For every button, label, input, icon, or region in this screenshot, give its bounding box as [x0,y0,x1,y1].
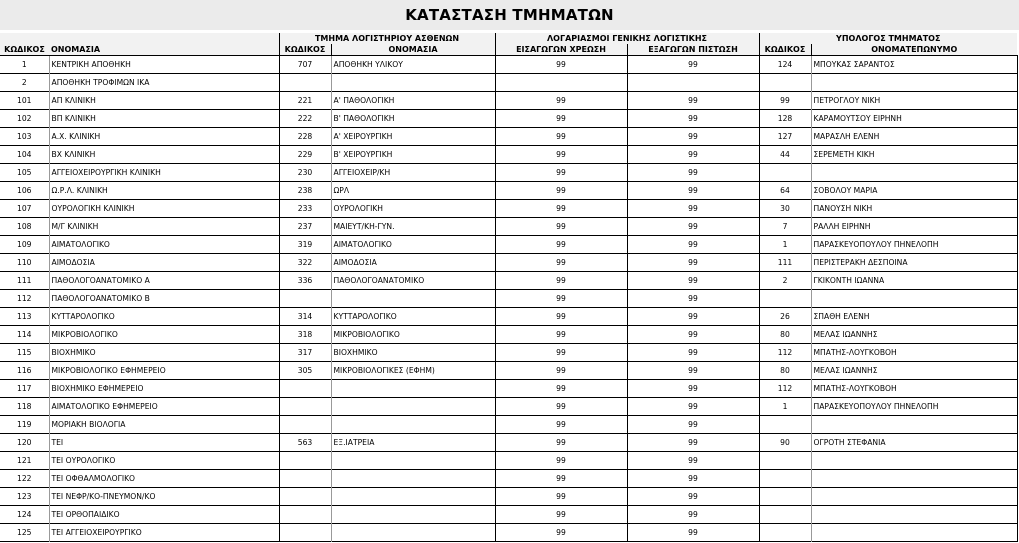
cell-responsible-code: 127 [759,128,811,146]
cell-credit: 99 [627,290,759,308]
cell-responsible-code [759,416,811,434]
cell-responsible-name: ΠΑΡΑΣΚΕΥΟΠΟΥΛΟΥ ΠΗΝΕΛΟΠΗ [811,398,1017,416]
cell-name: ΜΙΚΡΟΒΙΟΛΟΓΙΚΟ [49,326,279,344]
cell-patient-name: ΠΑΘΟΛΟΓΟΑΝΑΤΟΜΙΚΟ [331,272,495,290]
cell-patient-code: 318 [279,326,331,344]
cell-name: ΤΕΙ [49,434,279,452]
table-row [0,380,1017,398]
cell-credit: 99 [627,506,759,524]
cell-code: 120 [17,438,32,447]
cell-responsible-name [811,524,1017,542]
cell-patient-name: ΕΞ.ΙΑΤΡΕΙΑ [331,434,495,452]
cell-code: 113 [17,312,32,321]
cell-responsible-name [811,416,1017,434]
cell-patient-name: Β' ΠΑΘΟΛΟΓΙΚΗ [331,110,495,128]
cell-responsible-name: ΜΠΟΥΚΑΣ ΣΑΡΑΝΤΟΣ [811,56,1017,74]
cell-credit: 99 [627,308,759,326]
cell-responsible-name: ΜΠΑΤΗΣ-ΛΟΥΓΚΟΒΟΗ [811,344,1017,362]
cell-credit: 99 [627,416,759,434]
cell-name: ΒΠ ΚΛΙΝΙΚΗ [49,110,279,128]
header-responsible-code: ΚΩΔΙΚΟΣ [759,44,811,56]
table-row [0,272,1017,290]
table-row [0,110,1017,128]
table-row [0,128,1017,146]
cell-code: 112 [17,294,32,303]
cell-debit: 99 [495,434,627,452]
cell-code: 1 [21,60,27,69]
cell-code: 123 [17,492,32,501]
cell-patient-code: 230 [279,164,331,182]
cell-code: 107 [17,204,32,213]
cell-credit: 99 [627,128,759,146]
cell-code: 106 [17,186,32,195]
cell-patient-code: 336 [279,272,331,290]
cell-debit [495,74,627,92]
cell-patient-name: ΒΙΟΧΗΜΙΚΟ [331,344,495,362]
cell-debit: 99 [495,236,627,254]
cell-name: ΤΕΙ ΟΥΡΟΛΟΓΙΚΟ [49,452,279,470]
cell-patient-code [279,290,331,308]
cell-name: ΠΑΘΟΛΟΓΟΑΝΑΤΟΜΙΚΟ Α [49,272,279,290]
cell-patient-name [331,470,495,488]
cell-responsible-code: 44 [759,146,811,164]
cell-patient-name [331,452,495,470]
cell-debit: 99 [495,128,627,146]
cell-responsible-code [759,290,811,308]
cell-code: 114 [17,330,32,339]
cell-responsible-name [811,506,1017,524]
header-patient-code: ΚΩΔΙΚΟΣ [279,44,331,56]
cell-debit: 99 [495,218,627,236]
table-row [0,236,1017,254]
cell-patient-name: ΑΠΟΘΗΚΗ ΥΛΙΚΟΥ [331,56,495,74]
cell-patient-code: 233 [279,200,331,218]
cell-patient-code [279,524,331,542]
table-row [0,254,1017,272]
cell-patient-code: 707 [279,56,331,74]
cell-responsible-code: 1 [759,398,811,416]
cell-patient-name: ΑΓΓΕΙΟΧΕΙΡ/ΚΗ [331,164,495,182]
cell-debit: 99 [495,416,627,434]
cell-debit: 99 [495,92,627,110]
cell-credit: 99 [627,200,759,218]
cell-credit: 99 [627,182,759,200]
header-debit: ΕΙΣΑΓΩΓΩΝ ΧΡΕΩΣΗ [495,44,627,56]
cell-credit: 99 [627,452,759,470]
cell-patient-name: Α' ΧΕΙΡΟΥΡΓΙΚΗ [331,128,495,146]
cell-responsible-code: 112 [759,344,811,362]
cell-responsible-name [811,452,1017,470]
cell-credit: 99 [627,254,759,272]
header-code: ΚΩΔΙΚΟΣ [0,44,49,56]
header-responsible-name: ΟΝΟΜΑΤΕΠΩΝΥΜΟ [811,44,1017,56]
cell-code: 109 [17,240,32,249]
cell-responsible-code: 80 [759,362,811,380]
cell-patient-code [279,416,331,434]
cell-responsible-name: ΟΓΡΟΤΗ ΣΤΕΦΑΝΙΑ [811,434,1017,452]
header-credit: ΕΞΑΓΩΓΩΝ ΠΙΣΤΩΣΗ [627,44,759,56]
cell-responsible-name: ΠΑΝΟΥΣΗ ΝΙΚΗ [811,200,1017,218]
cell-patient-name: Α' ΠΑΘΟΛΟΓΙΚΗ [331,92,495,110]
cell-responsible-name: ΓΚΙΚΟΝΤΗ ΙΩΑΝΝΑ [811,272,1017,290]
cell-debit: 99 [495,110,627,128]
header-group-accounts: ΛΟΓΑΡΙΑΣΜΟΙ ΓΕΝΙΚΗΣ ΛΟΓΙΣΤΙΚΗΣ [495,33,759,44]
cell-debit: 99 [495,182,627,200]
cell-debit: 99 [495,290,627,308]
cell-credit: 99 [627,236,759,254]
cell-patient-code: 314 [279,308,331,326]
cell-code: 121 [17,456,32,465]
cell-credit: 99 [627,272,759,290]
cell-debit: 99 [495,506,627,524]
header-group-row [0,33,1017,44]
cell-patient-name: Β' ΧΕΙΡΟΥΡΓΙΚΗ [331,146,495,164]
cell-patient-code [279,506,331,524]
header-group-patients: ΤΜΗΜΑ ΛΟΓΙΣΤΗΡΙΟΥ ΑΣΘΕΝΩΝ [279,33,495,44]
cell-responsible-code [759,524,811,542]
cell-debit: 99 [495,164,627,182]
table-row [0,470,1017,488]
cell-patient-name [331,290,495,308]
cell-debit: 99 [495,200,627,218]
table-row [0,398,1017,416]
cell-responsible-name [811,470,1017,488]
cell-name: ΒΙΟΧΗΜΙΚΟ [49,344,279,362]
cell-patient-code [279,398,331,416]
cell-name: ΚΥΤΤΑΡΟΛΟΓΙΚΟ [49,308,279,326]
header-name: ΟΝΟΜΑΣΙΑ [49,44,279,56]
cell-responsible-code [759,488,811,506]
cell-responsible-code: 90 [759,434,811,452]
cell-patient-code: 222 [279,110,331,128]
table-row [0,164,1017,182]
cell-responsible-code [759,74,811,92]
report-title: ΚΑΤΑΣΤΑΣΗ ΤΜΗΜΑΤΩΝ [405,6,614,24]
cell-name: ΚΕΝΤΡΙΚΗ ΑΠΟΘΗΚΗ [49,56,279,74]
cell-debit: 99 [495,272,627,290]
cell-patient-code: 237 [279,218,331,236]
cell-responsible-name [811,290,1017,308]
cell-responsible-name: ΡΑΛΛΗ ΕΙΡΗΝΗ [811,218,1017,236]
cell-credit: 99 [627,110,759,128]
cell-credit: 99 [627,164,759,182]
table-row [0,56,1017,74]
header-group-responsible: ΥΠΟΛΟΓΟΣ ΤΜΗΜΑΤΟΣ [759,33,1017,44]
table-row [0,488,1017,506]
cell-responsible-code: 111 [759,254,811,272]
cell-credit: 99 [627,380,759,398]
cell-name: ΑΠ ΚΛΙΝΙΚΗ [49,92,279,110]
cell-patient-name: ΩΡΛ [331,182,495,200]
cell-patient-name [331,488,495,506]
cell-responsible-code: 112 [759,380,811,398]
table-row [0,434,1017,452]
cell-responsible-code: 2 [759,272,811,290]
cell-patient-name: ΜΑΙΕΥΤ/ΚΗ-ΓΥΝ. [331,218,495,236]
cell-patient-name: ΜΙΚΡΟΒΙΟΛΟΓΙΚΕΣ (ΕΦΗΜ) [331,362,495,380]
table-row [0,182,1017,200]
cell-code: 118 [17,402,32,411]
cell-code: 115 [17,348,32,357]
cell-patient-code: 563 [279,434,331,452]
cell-responsible-name: ΜΠΑΤΗΣ-ΛΟΥΓΚΟΒΟΗ [811,380,1017,398]
cell-debit: 99 [495,326,627,344]
table-row [0,92,1017,110]
cell-patient-code [279,488,331,506]
cell-debit: 99 [495,308,627,326]
cell-patient-code: 322 [279,254,331,272]
cell-code: 102 [17,114,32,123]
cell-credit: 99 [627,524,759,542]
cell-credit: 99 [627,434,759,452]
cell-responsible-name: ΣΕΡΕΜΕΤΗ ΚΙΚΗ [811,146,1017,164]
cell-credit: 99 [627,488,759,506]
cell-patient-code: 228 [279,128,331,146]
cell-patient-code [279,380,331,398]
cell-name: ΜΟΡΙΑΚΗ ΒΙΟΛΟΓΙΑ [49,416,279,434]
cell-responsible-code: 7 [759,218,811,236]
table-row [0,200,1017,218]
cell-code: 108 [17,222,32,231]
table-row [0,452,1017,470]
cell-name: ΑΙΜΟΔΟΣΙΑ [49,254,279,272]
cell-name: ΑΠΟΘΗΚΗ ΤΡΟΦΙΜΩΝ ΙΚΑ [49,74,279,92]
cell-patient-name: ΜΙΚΡΟΒΙΟΛΟΓΙΚΟ [331,326,495,344]
cell-patient-name [331,398,495,416]
cell-patient-name: ΚΥΤΤΑΡΟΛΟΓΙΚΟ [331,308,495,326]
cell-responsible-code: 80 [759,326,811,344]
cell-code: 119 [17,420,32,429]
cell-name: ΒΧ ΚΛΙΝΙΚΗ [49,146,279,164]
table-row [0,524,1017,542]
cell-patient-code: 229 [279,146,331,164]
cell-code: 103 [17,132,32,141]
table-row [0,308,1017,326]
cell-responsible-code [759,164,811,182]
cell-patient-name [331,416,495,434]
cell-name: Ω.Ρ.Λ. ΚΛΙΝΙΚΗ [49,182,279,200]
header-patient-name: ΟΝΟΜΑΣΙΑ [331,44,495,56]
cell-patient-name [331,380,495,398]
cell-code: 116 [17,366,32,375]
cell-name: ΠΑΘΟΛΟΓΟΑΝΑΤΟΜΙΚΟ Β [49,290,279,308]
header-group-blank [0,33,279,44]
table-row [0,362,1017,380]
table-row [0,416,1017,434]
cell-credit: 99 [627,56,759,74]
cell-name: ΑΓΓΕΙΟΧΕΙΡΟΥΡΓΙΚΗ ΚΛΙΝΙΚΗ [49,164,279,182]
table-row [0,146,1017,164]
cell-name: Μ/Γ ΚΛΙΝΙΚΗ [49,218,279,236]
cell-name: ΑΙΜΑΤΟΛΟΓΙΚΟ ΕΦΗΜΕΡΕΙΟ [49,398,279,416]
cell-code: 105 [17,168,32,177]
cell-code: 2 [21,78,27,87]
cell-responsible-name: ΣΟΒΟΛΟΥ ΜΑΡΙΑ [811,182,1017,200]
cell-debit: 99 [495,146,627,164]
cell-debit: 99 [495,344,627,362]
cell-responsible-name: ΜΕΛΑΣ ΙΩΑΝΝΗΣ [811,362,1017,380]
cell-responsible-name: ΠΕΡΙΣΤΕΡΑΚΗ ΔΕΣΠΟΙΝΑ [811,254,1017,272]
cell-responsible-code: 1 [759,236,811,254]
cell-responsible-code: 128 [759,110,811,128]
cell-patient-name [331,506,495,524]
cell-responsible-code: 64 [759,182,811,200]
cell-responsible-name [811,488,1017,506]
cell-responsible-code: 30 [759,200,811,218]
cell-debit: 99 [495,362,627,380]
cell-responsible-name: ΠΑΡΑΣΚΕΥΟΠΟΥΛΟΥ ΠΗΝΕΛΟΠΗ [811,236,1017,254]
cell-credit: 99 [627,398,759,416]
cell-code: 117 [17,384,32,393]
cell-debit: 99 [495,524,627,542]
cell-responsible-code [759,470,811,488]
cell-responsible-name: ΜΑΡΑΣΛΗ ΕΛΕΝΗ [811,128,1017,146]
report-title-bar [0,0,1019,30]
table-row [0,344,1017,362]
cell-patient-code: 305 [279,362,331,380]
cell-debit: 99 [495,452,627,470]
cell-code: 101 [17,96,32,105]
cell-patient-code: 319 [279,236,331,254]
cell-patient-name: ΑΙΜΟΔΟΣΙΑ [331,254,495,272]
cell-debit: 99 [495,398,627,416]
cell-responsible-code [759,506,811,524]
cell-patient-code [279,452,331,470]
cell-credit: 99 [627,326,759,344]
cell-credit: 99 [627,92,759,110]
cell-responsible-code: 99 [759,92,811,110]
cell-responsible-name: ΜΕΛΑΣ ΙΩΑΝΝΗΣ [811,326,1017,344]
cell-name: ΜΙΚΡΟΒΙΟΛΟΓΙΚΟ ΕΦΗΜΕΡΕΙΟ [49,362,279,380]
cell-code: 125 [17,528,32,537]
cell-responsible-code [759,452,811,470]
cell-name: ΑΙΜΑΤΟΛΟΓΙΚΟ [49,236,279,254]
cell-debit: 99 [495,254,627,272]
cell-name: ΤΕΙ ΟΦΘΑΛΜΟΛΟΓΙΚΟ [49,470,279,488]
cell-credit [627,74,759,92]
cell-responsible-code: 124 [759,56,811,74]
table-row [0,290,1017,308]
cell-responsible-name: ΠΕΤΡΟΓΛΟΥ ΝΙΚΗ [811,92,1017,110]
cell-name: ΤΕΙ ΟΡΘΟΠΑΙΔΙΚΟ [49,506,279,524]
table-row [0,506,1017,524]
departments-table [0,33,1018,542]
cell-code: 110 [17,258,32,267]
cell-patient-code [279,470,331,488]
table-row [0,326,1017,344]
cell-credit: 99 [627,344,759,362]
cell-code: 104 [17,150,32,159]
cell-name: ΟΥΡΟΛΟΓΙΚΗ ΚΛΙΝΙΚΗ [49,200,279,218]
cell-code: 111 [17,276,32,285]
cell-debit: 99 [495,380,627,398]
cell-credit: 99 [627,470,759,488]
cell-debit: 99 [495,56,627,74]
cell-responsible-name: ΣΠΑΘΗ ΕΛΕΝΗ [811,308,1017,326]
cell-responsible-code: 26 [759,308,811,326]
cell-patient-name: ΟΥΡΟΛΟΓΙΚΗ [331,200,495,218]
cell-patient-name [331,524,495,542]
cell-responsible-name [811,164,1017,182]
cell-name: Α.Χ. ΚΛΙΝΙΚΗ [49,128,279,146]
cell-patient-name [331,74,495,92]
cell-responsible-name [811,74,1017,92]
header-columns-row [0,44,1017,56]
cell-name: ΒΙΟΧΗΜΙΚΟ ΕΦΗΜΕΡΕΙΟ [49,380,279,398]
cell-name: ΤΕΙ ΝΕΦΡ/ΚΟ-ΠΝΕΥΜΟΝ/ΚΟ [49,488,279,506]
cell-code: 124 [17,510,32,519]
cell-credit: 99 [627,362,759,380]
cell-patient-name: ΑΙΜΑΤΟΛΟΓΙΚΟ [331,236,495,254]
cell-patient-code: 238 [279,182,331,200]
cell-patient-code: 317 [279,344,331,362]
cell-debit: 99 [495,470,627,488]
cell-code: 122 [17,474,32,483]
cell-credit: 99 [627,218,759,236]
cell-patient-code [279,74,331,92]
table-row [0,218,1017,236]
cell-responsible-name: ΚΑΡΑΜΟΥΤΣΟΥ ΕΙΡΗΝΗ [811,110,1017,128]
table-row [0,74,1017,92]
cell-credit: 99 [627,146,759,164]
cell-name: ΤΕΙ ΑΓΓΕΙΟΧΕΙΡΟΥΡΓΙΚΟ [49,524,279,542]
cell-patient-code: 221 [279,92,331,110]
cell-debit: 99 [495,488,627,506]
